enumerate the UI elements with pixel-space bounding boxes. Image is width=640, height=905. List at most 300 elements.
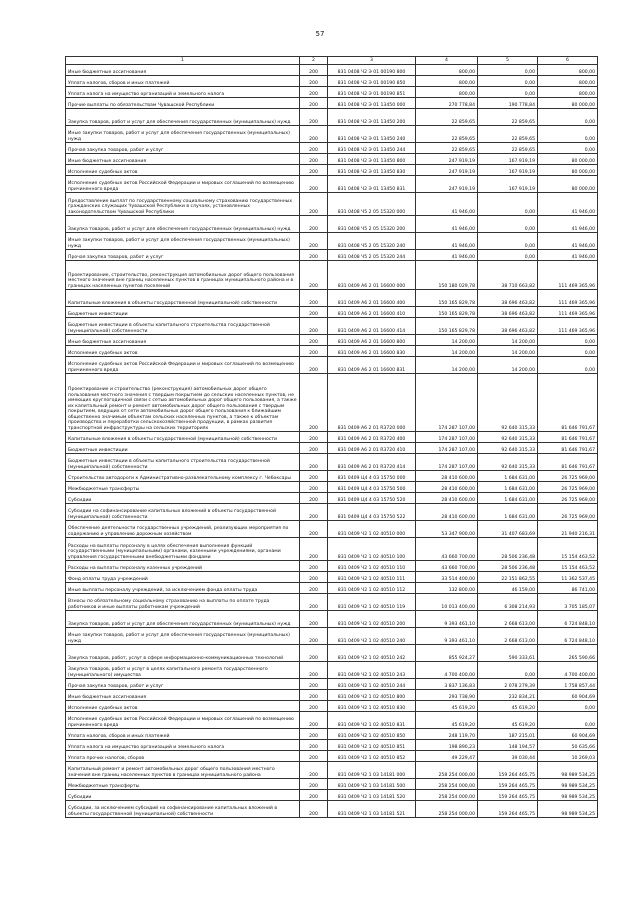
row-name-cell: Иные закупки товаров, работ и услуг для обеспечения государственных (муниципальных) нужд: [66, 126, 300, 143]
row-approved-cell: 258 254 000,00: [416, 779, 478, 790]
row-executed-cell: 92 640 315,33: [478, 454, 538, 471]
row-remaining-cell: 60 904,69: [538, 690, 598, 701]
row-name-cell: Уплата налога на имущество организаций и земельного налога: [66, 87, 300, 98]
table-row: [66, 65, 598, 76]
row-approved-cell: 800,00: [416, 87, 478, 98]
row-approved-cell: 49 229,47: [416, 751, 478, 762]
row-approved-cell: 28 410 600,00: [416, 493, 478, 504]
row-code-cell: 200: [300, 318, 328, 335]
row-remaining-cell: 98 989 534,25: [538, 790, 598, 801]
row-code-cell: 200: [300, 374, 328, 432]
table-row: [66, 690, 598, 701]
row-name-cell: Бюджетные инвестиции в объекты капитального строительства государственной (муниципальной) собственности: [66, 318, 300, 335]
row-code-cell: 200: [300, 443, 328, 454]
table-row: [66, 374, 598, 432]
row-code-cell: 200: [300, 290, 328, 307]
row-name-cell: Взносы по обязательному социальному страхованию на выплаты по оплате труда работников и иные выплаты работникам учреждений: [66, 594, 300, 611]
row-remaining-cell: 26 725 969,00: [538, 482, 598, 493]
row-executed-cell: 0,00: [478, 76, 538, 87]
row-name-cell: Расходы на выплаты персоналу казенных учреждений: [66, 561, 300, 572]
row-executed-cell: 167 919,19: [478, 154, 538, 165]
row-code-cell: 200: [300, 594, 328, 611]
row-executed-cell: 1 684 631,00: [478, 482, 538, 493]
row-remaining-cell: 26 725 969,00: [538, 471, 598, 482]
table-row: [66, 454, 598, 471]
row-remaining-cell: 0,00: [538, 712, 598, 729]
table-row: [66, 662, 598, 679]
row-approved-cell: 132 800,00: [416, 583, 478, 594]
row-executed-cell: 1 684 631,00: [478, 493, 538, 504]
table-row: [66, 98, 598, 109]
row-name-cell: Прочая закупка товаров, работ и услуг: [66, 679, 300, 690]
column-header: 5: [478, 57, 538, 65]
row-remaining-cell: 81 646 791,67: [538, 454, 598, 471]
row-remaining-cell: 26 725 969,00: [538, 493, 598, 504]
row-executed-cell: 45 619,20: [478, 701, 538, 712]
row-classifier-cell: 831 0409 А6 2 01 16600 830: [328, 346, 416, 357]
row-name-cell: Закупка товаров, работ и услуг для обеспечения государственных (муниципальных) нужд: [66, 611, 300, 628]
row-approved-cell: 28 410 600,00: [416, 471, 478, 482]
row-approved-cell: 258 254 000,00: [416, 801, 478, 818]
row-approved-cell: 3 837 136,83: [416, 679, 478, 690]
column-header: 4: [416, 57, 478, 65]
row-classifier-cell: 831 0409 Ч2 1 02 40510 111: [328, 572, 416, 583]
row-remaining-cell: 80 000,00: [538, 165, 598, 176]
row-approved-cell: 150 165 829,78: [416, 318, 478, 335]
row-code-cell: 200: [300, 504, 328, 521]
row-name-cell: Бюджетные инвестиции в объекты капитального строительства государственной (муниципальной) собственности: [66, 454, 300, 471]
row-executed-cell: 159 264 465,75: [478, 779, 538, 790]
table-row: [66, 290, 598, 307]
row-approved-cell: 174 287 107,00: [416, 374, 478, 432]
table-row: [66, 432, 598, 443]
row-executed-cell: 0,00: [478, 193, 538, 216]
row-code-cell: 200: [300, 690, 328, 701]
row-remaining-cell: 98 989 534,25: [538, 801, 598, 818]
row-classifier-cell: 831 0408 Ч5 2 05 15320 240: [328, 233, 416, 250]
row-remaining-cell: 98 989 534,25: [538, 762, 598, 779]
row-name-cell: Иные закупки товаров, работ и услуг для обеспечения государственных (муниципальных) нужд: [66, 233, 300, 250]
table-row: [66, 538, 598, 561]
row-name-cell: Иные выплаты персоналу учреждений, за исключением фонда оплаты труда: [66, 583, 300, 594]
row-code-cell: 200: [300, 611, 328, 628]
row-approved-cell: 174 287 107,00: [416, 454, 478, 471]
table-row: [66, 594, 598, 611]
row-name-cell: Прочая закупка товаров, работ и услуг: [66, 250, 300, 261]
row-classifier-cell: 831 0409 Ч2 1 02 40510 800: [328, 690, 416, 701]
row-code-cell: 200: [300, 712, 328, 729]
row-classifier-cell: 831 0409 А6 2 01 16600 000: [328, 261, 416, 290]
row-code-cell: 200: [300, 176, 328, 193]
table-row: [66, 193, 598, 216]
table-row: [66, 712, 598, 729]
row-classifier-cell: 831 0408 Ч2 Э 01 13450 000: [328, 98, 416, 109]
table-row: [66, 521, 598, 538]
row-code-cell: 200: [300, 233, 328, 250]
row-classifier-cell: 831 0409 Ч2 1 03 14181 500: [328, 779, 416, 790]
row-approved-cell: 9 393 461,10: [416, 628, 478, 645]
row-executed-cell: 22 859,65: [478, 109, 538, 126]
row-approved-cell: 150 165 829,78: [416, 290, 478, 307]
table-row: [66, 729, 598, 740]
row-approved-cell: 33 514 400,00: [416, 572, 478, 583]
row-name-cell: Исполнение судебных актов Российской Федерации и мировых соглашений по возмещению причиненного вреда: [66, 176, 300, 193]
column-header: 3: [328, 57, 416, 65]
row-remaining-cell: 0,00: [538, 126, 598, 143]
row-name-cell: Прочие выплаты по обязательствам Чувашской Республики: [66, 98, 300, 109]
row-approved-cell: 14 200,00: [416, 335, 478, 346]
row-classifier-cell: 831 0408 Ч5 2 05 15320 200: [328, 216, 416, 233]
row-name-cell: Строительство автодороги к Административно-развлекательному комплексу г. Чебоксары: [66, 471, 300, 482]
table-row: [66, 165, 598, 176]
row-code-cell: 200: [300, 335, 328, 346]
row-approved-cell: 293 738,90: [416, 690, 478, 701]
row-code-cell: 200: [300, 346, 328, 357]
row-name-cell: Расходы на выплаты персоналу в целях обеспечения выполнения функций государственными (муниципальными) органами, казенными учреждениями, органами управления государственными внебюджетными фондами: [66, 538, 300, 561]
row-executed-cell: 38 696 463,82: [478, 318, 538, 335]
row-name-cell: Исполнение судебных актов: [66, 165, 300, 176]
row-classifier-cell: 831 0408 Ч5 2 05 15320 000: [328, 193, 416, 216]
table-row: [66, 335, 598, 346]
table-row: [66, 801, 598, 818]
row-name-cell: Субсидии на софинансирование капитальных вложений в объекты государственной (муниципальной) собственности: [66, 504, 300, 521]
row-classifier-cell: 831 0408 Ч2 Э 01 00190 800: [328, 65, 416, 76]
row-name-cell: Исполнение судебных актов Российской Федерации и мировых соглашений по возмещению причиненного вреда: [66, 357, 300, 374]
row-remaining-cell: 800,00: [538, 76, 598, 87]
row-executed-cell: 22 151 862,55: [478, 572, 538, 583]
row-executed-cell: 1 684 631,00: [478, 504, 538, 521]
table-row: [66, 126, 598, 143]
row-approved-cell: 174 287 107,00: [416, 443, 478, 454]
row-code-cell: 200: [300, 65, 328, 76]
row-executed-cell: 0,00: [478, 65, 538, 76]
row-classifier-cell: 831 0409 Ц4 4 03 15750 522: [328, 504, 416, 521]
row-code-cell: 200: [300, 779, 328, 790]
row-executed-cell: 2 078 279,39: [478, 679, 538, 690]
row-approved-cell: 45 619,20: [416, 701, 478, 712]
row-executed-cell: 14 200,00: [478, 346, 538, 357]
row-code-cell: 200: [300, 261, 328, 290]
row-remaining-cell: 0,00: [538, 701, 598, 712]
row-remaining-cell: 800,00: [538, 87, 598, 98]
row-code-cell: 200: [300, 561, 328, 572]
row-remaining-cell: 86 741,00: [538, 583, 598, 594]
row-code-cell: 200: [300, 572, 328, 583]
table-row: [66, 261, 598, 290]
row-classifier-cell: 831 0409 А6 2 01 R3720 414: [328, 454, 416, 471]
row-executed-cell: 167 919,19: [478, 176, 538, 193]
row-classifier-cell: 831 0409 Ч2 1 03 14181 521: [328, 801, 416, 818]
table-row: [66, 471, 598, 482]
row-executed-cell: 28 506 236,48: [478, 561, 538, 572]
row-code-cell: 200: [300, 432, 328, 443]
row-name-cell: Капитальный ремонт и ремонт автомобильных дорог общего пользования местного значения вне границ населенных пунктов в границах муниципального района: [66, 762, 300, 779]
row-classifier-cell: 831 0409 Ч2 1 03 14181 000: [328, 762, 416, 779]
row-remaining-cell: 80 000,00: [538, 154, 598, 165]
row-approved-cell: 22 859,65: [416, 126, 478, 143]
row-classifier-cell: 831 0408 Ч2 Э 01 00190 851: [328, 87, 416, 98]
row-executed-cell: 232 834,21: [478, 690, 538, 701]
table-row: [66, 76, 598, 87]
row-classifier-cell: 831 0409 Ч2 1 02 40510 110: [328, 561, 416, 572]
row-classifier-cell: 831 0409 А6 2 01 16600 800: [328, 335, 416, 346]
row-executed-cell: 590 333,61: [478, 645, 538, 662]
row-executed-cell: 159 264 465,75: [478, 790, 538, 801]
row-name-cell: Иные бюджетные ассигнования: [66, 154, 300, 165]
table-header-row: [66, 57, 598, 65]
row-approved-cell: 28 410 600,00: [416, 482, 478, 493]
table-row: [66, 233, 598, 250]
row-name-cell: Уплата налога на имущество организаций и земельного налога: [66, 740, 300, 751]
row-executed-cell: 22 859,65: [478, 143, 538, 154]
row-code-cell: 200: [300, 645, 328, 662]
table-row: [66, 790, 598, 801]
row-code-cell: 200: [300, 126, 328, 143]
row-code-cell: 200: [300, 583, 328, 594]
row-name-cell: Исполнение судебных актов: [66, 346, 300, 357]
row-approved-cell: 53 347 900,00: [416, 521, 478, 538]
row-executed-cell: 6 308 214,93: [478, 594, 538, 611]
table-row: [66, 561, 598, 572]
table-row: [66, 482, 598, 493]
row-code-cell: 200: [300, 87, 328, 98]
row-name-cell: Обеспечение деятельности государственных учреждений, реализующих мероприятия по содержанию и управлению дорожным хозяйством: [66, 521, 300, 538]
row-remaining-cell: 41 946,00: [538, 250, 598, 261]
row-code-cell: 200: [300, 493, 328, 504]
row-approved-cell: 198 890,23: [416, 740, 478, 751]
table-row: [66, 762, 598, 779]
row-executed-cell: 148 194,57: [478, 740, 538, 751]
row-classifier-cell: 831 0409 Ч2 1 02 40510 851: [328, 740, 416, 751]
row-name-cell: Исполнение судебных актов: [66, 701, 300, 712]
row-name-cell: Уплата прочих налогов, сборов: [66, 751, 300, 762]
row-name-cell: Проектирование, строительство, реконструкция автомобильных дорог общего пользования местного значения вне границ населенных пунктов в границах муниципального района и в границах населенных пунктов поселений: [66, 261, 300, 290]
row-executed-cell: 39 030,44: [478, 751, 538, 762]
row-approved-cell: 258 254 000,00: [416, 762, 478, 779]
row-approved-cell: 248 119,70: [416, 729, 478, 740]
row-code-cell: 200: [300, 662, 328, 679]
row-classifier-cell: 831 0409 А6 2 01 R3720 410: [328, 443, 416, 454]
table-row: [66, 307, 598, 318]
row-name-cell: Бюджетные инвестиции: [66, 307, 300, 318]
row-code-cell: 200: [300, 762, 328, 779]
row-name-cell: Предоставление выплат по государственному социальному страхованию государственных гражданских служащих Чувашской Республики в случаях, установленных законодательством Чувашской Республики: [66, 193, 300, 216]
row-executed-cell: 31 407 683,69: [478, 521, 538, 538]
row-executed-cell: 38 710 663,82: [478, 261, 538, 290]
row-executed-cell: 2 668 613,00: [478, 628, 538, 645]
row-approved-cell: 28 410 600,00: [416, 504, 478, 521]
row-name-cell: Бюджетные инвестиции: [66, 443, 300, 454]
row-code-cell: 200: [300, 165, 328, 176]
row-name-cell: Иные бюджетные ассигнования: [66, 335, 300, 346]
row-classifier-cell: 831 0409 А6 2 01 R3720 400: [328, 432, 416, 443]
row-remaining-cell: 4 700 400,00: [538, 662, 598, 679]
table-row: [66, 740, 598, 751]
row-approved-cell: 247 919,19: [416, 176, 478, 193]
column-header: 6: [538, 57, 598, 65]
row-approved-cell: 855 924,27: [416, 645, 478, 662]
row-remaining-cell: 3 705 185,07: [538, 594, 598, 611]
row-code-cell: 200: [300, 740, 328, 751]
row-name-cell: Субсидии, за исключением субсидий на софинансирование капитальных вложений в объекты государственной (муниципальной) собственности: [66, 801, 300, 818]
table-row: [66, 779, 598, 790]
row-remaining-cell: 0,00: [538, 143, 598, 154]
row-name-cell: Проектирование и строительство (реконструкция) автомобильных дорог общего пользования местного значения с твердым покрытием до сельских населенных пунктов, не имеющих круглогодичной связи с сетью автомобильных дорог общего пользования, а также их капитальный ремонт и ремонт автомобильных дорог общего пользования с твердым покрытием, ведущих от сети автомобильных дорог общего пользования к ближайшим общественно значимым объектам сельских населенных пунктов, а также к объектам производства и переработки сельскохозяйственной продукции, в рамках развития транспортной инфраструктуры на сельских территориях: [66, 374, 300, 432]
table-row: [66, 154, 598, 165]
row-remaining-cell: 11 362 537,45: [538, 572, 598, 583]
row-executed-cell: 0,00: [478, 250, 538, 261]
row-executed-cell: 14 200,00: [478, 335, 538, 346]
row-classifier-cell: 831 0409 Ч2 1 02 40510 119: [328, 594, 416, 611]
table-row: [66, 357, 598, 374]
row-classifier-cell: 831 0408 Ч5 2 05 15320 244: [328, 250, 416, 261]
row-code-cell: 200: [300, 701, 328, 712]
row-code-cell: 200: [300, 193, 328, 216]
table-row: [66, 628, 598, 645]
row-executed-cell: 167 919,19: [478, 165, 538, 176]
row-executed-cell: 2 668 613,00: [478, 611, 538, 628]
row-executed-cell: 0,00: [478, 233, 538, 250]
row-classifier-cell: 831 0409 Ч2 1 02 40510 243: [328, 662, 416, 679]
row-remaining-cell: 41 946,00: [538, 193, 598, 216]
row-remaining-cell: 80 000,00: [538, 98, 598, 109]
row-name-cell: Фонд оплаты труда учреждений: [66, 572, 300, 583]
row-code-cell: 200: [300, 109, 328, 126]
row-approved-cell: 800,00: [416, 65, 478, 76]
row-code-cell: 200: [300, 357, 328, 374]
row-name-cell: Уплата налогов, сборов и иных платежей: [66, 76, 300, 87]
table-row: [66, 645, 598, 662]
row-name-cell: Межбюджетные трансферты: [66, 482, 300, 493]
row-remaining-cell: 111 469 365,96: [538, 261, 598, 290]
row-executed-cell: 159 264 465,75: [478, 762, 538, 779]
row-approved-cell: 43 660 700,00: [416, 561, 478, 572]
row-remaining-cell: 50 635,66: [538, 740, 598, 751]
page-number: 57: [315, 30, 325, 38]
row-approved-cell: 247 919,19: [416, 165, 478, 176]
row-classifier-cell: 831 0409 Ч2 1 02 40510 000: [328, 521, 416, 538]
row-approved-cell: 41 946,00: [416, 193, 478, 216]
row-executed-cell: 159 264 465,75: [478, 801, 538, 818]
row-executed-cell: 22 859,65: [478, 126, 538, 143]
row-name-cell: Иные бюджетные ассигнования: [66, 65, 300, 76]
row-remaining-cell: 60 904,69: [538, 729, 598, 740]
table-row: [66, 504, 598, 521]
column-header: 1: [66, 57, 300, 65]
row-name-cell: Закупка товаров, работ, услуг в сфере информационно-коммуникационных технологий: [66, 645, 300, 662]
table-row: [66, 583, 598, 594]
row-name-cell: Субсидии: [66, 790, 300, 801]
row-executed-cell: 46 159,00: [478, 583, 538, 594]
row-name-cell: Капитальные вложения в объекты государственной (муниципальной) собственности: [66, 290, 300, 307]
row-remaining-cell: 41 946,00: [538, 216, 598, 233]
budget-table: [65, 56, 598, 818]
table-row: [66, 216, 598, 233]
row-code-cell: 200: [300, 790, 328, 801]
row-classifier-cell: 831 0409 Ч2 1 02 40510 240: [328, 628, 416, 645]
row-approved-cell: 22 859,65: [416, 109, 478, 126]
table-row: [66, 87, 598, 98]
table-row: [66, 109, 598, 126]
row-classifier-cell: 831 0409 Ч2 1 02 40510 200: [328, 611, 416, 628]
row-code-cell: 200: [300, 98, 328, 109]
row-classifier-cell: 831 0409 А6 2 01 16600 414: [328, 318, 416, 335]
row-approved-cell: 150 165 829,78: [416, 307, 478, 318]
row-executed-cell: 187 215,01: [478, 729, 538, 740]
row-classifier-cell: 831 0409 Ц4 4 03 15750 520: [328, 493, 416, 504]
table-row: [66, 250, 598, 261]
row-approved-cell: 41 946,00: [416, 250, 478, 261]
row-name-cell: Субсидии: [66, 493, 300, 504]
row-executed-cell: 92 640 315,33: [478, 443, 538, 454]
row-remaining-cell: 26 725 969,00: [538, 504, 598, 521]
row-classifier-cell: 831 0408 Ч2 Э 01 13450 800: [328, 154, 416, 165]
row-executed-cell: 45 619,20: [478, 712, 538, 729]
row-classifier-cell: 831 0409 Ч2 1 02 40510 852: [328, 751, 416, 762]
row-executed-cell: 1 684 631,00: [478, 471, 538, 482]
row-name-cell: Исполнение судебных актов Российской Федерации и мировых соглашений по возмещению причиненного вреда: [66, 712, 300, 729]
row-classifier-cell: 831 0409 Ч2 1 02 40510 850: [328, 729, 416, 740]
row-approved-cell: 14 200,00: [416, 357, 478, 374]
row-approved-cell: 10 013 400,00: [416, 594, 478, 611]
row-remaining-cell: 0,00: [538, 335, 598, 346]
row-classifier-cell: 831 0408 Ч2 Э 01 00190 850: [328, 76, 416, 87]
row-remaining-cell: 0,00: [538, 346, 598, 357]
row-code-cell: 200: [300, 471, 328, 482]
row-remaining-cell: 15 154 463,52: [538, 561, 598, 572]
row-remaining-cell: 800,00: [538, 65, 598, 76]
row-classifier-cell: 831 0409 Ч2 1 02 40510 244: [328, 679, 416, 690]
row-remaining-cell: 6 724 848,10: [538, 611, 598, 628]
row-remaining-cell: 6 724 848,10: [538, 628, 598, 645]
row-classifier-cell: 831 0409 Ц4 4 03 15750 000: [328, 471, 416, 482]
row-code-cell: 200: [300, 307, 328, 318]
row-remaining-cell: 111 469 365,96: [538, 307, 598, 318]
table-row: [66, 701, 598, 712]
row-name-cell: Уплата налогов, сборов и иных платежей: [66, 729, 300, 740]
row-approved-cell: 22 859,65: [416, 143, 478, 154]
table-row: [66, 443, 598, 454]
row-code-cell: 200: [300, 154, 328, 165]
row-executed-cell: 92 640 315,33: [478, 432, 538, 443]
row-approved-cell: 9 393 461,10: [416, 611, 478, 628]
row-approved-cell: 41 946,00: [416, 216, 478, 233]
row-classifier-cell: 831 0409 Ч2 1 02 40510 242: [328, 645, 416, 662]
row-code-cell: 200: [300, 482, 328, 493]
row-code-cell: 200: [300, 521, 328, 538]
table-row: [66, 572, 598, 583]
row-remaining-cell: 111 469 365,96: [538, 318, 598, 335]
row-classifier-cell: 831 0409 Ч2 1 02 40510 100: [328, 538, 416, 561]
table-row: [66, 176, 598, 193]
row-classifier-cell: 831 0409 Ч2 1 02 40510 830: [328, 701, 416, 712]
row-remaining-cell: 98 989 534,25: [538, 779, 598, 790]
row-classifier-cell: 831 0409 Ц4 4 03 15750 500: [328, 482, 416, 493]
row-name-cell: Иные бюджетные ассигнования: [66, 690, 300, 701]
column-header: 2: [300, 57, 328, 65]
row-code-cell: 200: [300, 250, 328, 261]
row-approved-cell: 41 946,00: [416, 233, 478, 250]
row-approved-cell: 174 287 107,00: [416, 432, 478, 443]
row-classifier-cell: 831 0408 Ч2 Э 01 13450 244: [328, 143, 416, 154]
row-code-cell: 200: [300, 538, 328, 561]
row-name-cell: Капитальные вложения в объекты государственной (муниципальной) собственности: [66, 432, 300, 443]
row-name-cell: Иные закупки товаров, работ и услуг для обеспечения государственных (муниципальных) нужд: [66, 628, 300, 645]
row-name-cell: Закупка товаров, работ и услуг для обеспечения государственных (муниципальных) нужд: [66, 216, 300, 233]
row-executed-cell: 38 696 463,82: [478, 290, 538, 307]
row-executed-cell: 28 506 236,48: [478, 538, 538, 561]
row-approved-cell: 800,00: [416, 76, 478, 87]
